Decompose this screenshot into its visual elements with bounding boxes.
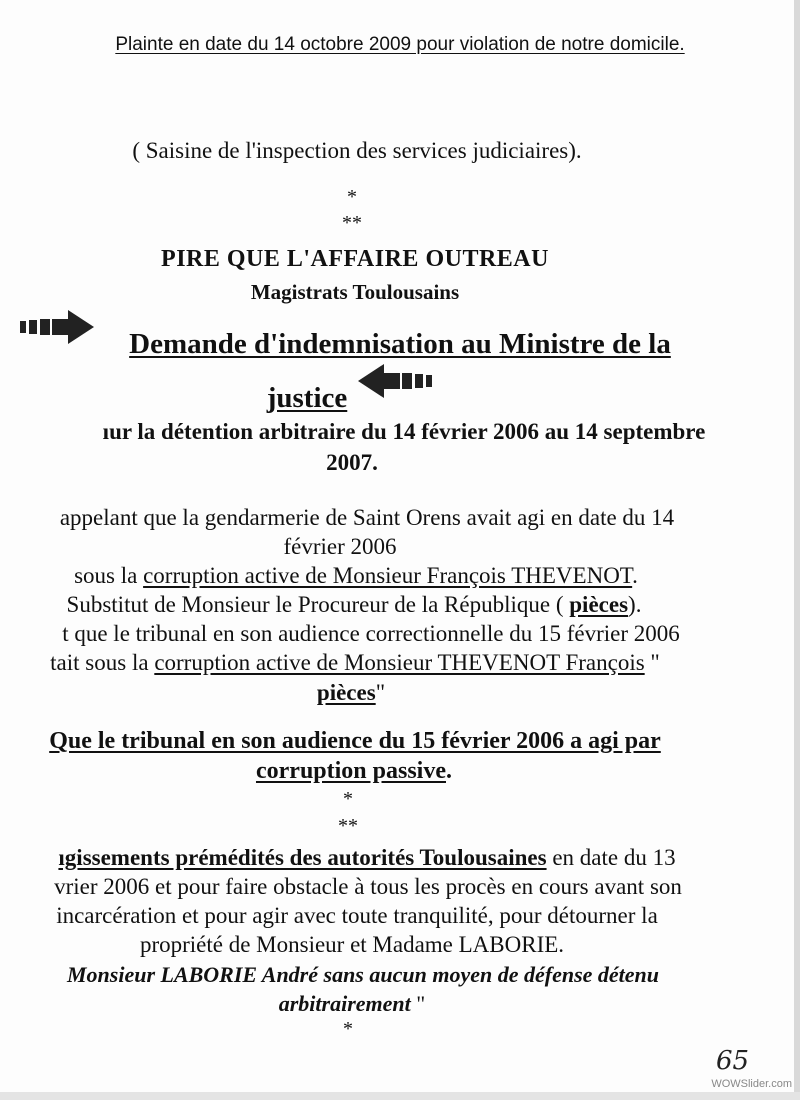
separator-star-2: * [343,788,353,810]
page-title: PIRE QUE L'AFFAIRE OUTREAU [161,246,549,272]
complaint-header: Plainte en date du 14 octobre 2009 pour violation de notre domicile. [115,34,685,55]
page-number: 65 [716,1046,750,1076]
page-subtitle: Magistrats Toulousains [250,280,460,304]
watermark: WOWSlider.com [711,1078,792,1090]
page-edge-right [794,0,800,1100]
page-edge-bottom [0,1092,800,1100]
paragraph1-line-5: t que le tribunal en son audience correctionnelle du 15 février 2006 [62,621,680,646]
paragraph2-line-3: incarcération et pour agir avec toute tranquilité, pour détourner la [56,903,658,928]
italic-line-2: arbitrairement " [278,991,426,1016]
paragraph2-line-2: vrier 2006 et pour faire obstacle à tous les procès en cours avant son [54,874,682,899]
paragraph1-line-1: appelant que la gendarmerie de Saint Orens avait agi en date du 14 [59,505,675,530]
paragraph1-line-6: tait sous la corruption active de Monsieur THEVENOT François " [50,650,660,675]
tribunal-line-2: corruption passive. [255,758,452,784]
demande-line-2: justice [266,382,348,414]
paragraph2-line-1: ıgissements prémédités des autorités Toulousaines en date du 13 [58,845,676,870]
paragraph1-line-2: février 2006 [283,534,397,559]
detention-line-1: ıur la détention arbitraire du 14 février 2006 au 14 septembre [102,419,706,444]
tribunal-line-1: Que le tribunal en son audience du 15 février 2006 a agi par [49,728,661,754]
separator-double-star: ** [342,212,362,234]
italic-line-1: Monsieur LABORIE André sans aucun moyen de défense détenu [66,962,660,987]
paragraph1-line-3: sous la corruption active de Monsieur François THEVENOT. [74,563,638,588]
paragraph2-line-4: propriété de Monsieur et Madame LABORIE. [139,932,565,957]
saisine-line: ( Saisine de l'inspection des services judiciaires). [132,138,582,163]
demande-line-1: Demande d'indemnisation au Ministre de la [129,328,671,360]
paragraph1-line-4: Substitut de Monsieur le Procureur de la République ( pièces). [66,592,642,617]
separator-star: * [347,186,357,208]
separator-star-3: * [343,1018,353,1040]
arrow-left-icon [356,362,434,400]
detention-line-2: 2007. [326,450,378,475]
separator-double-star-2: ** [338,815,358,837]
paragraph1-line-7: pièces" [316,680,386,705]
